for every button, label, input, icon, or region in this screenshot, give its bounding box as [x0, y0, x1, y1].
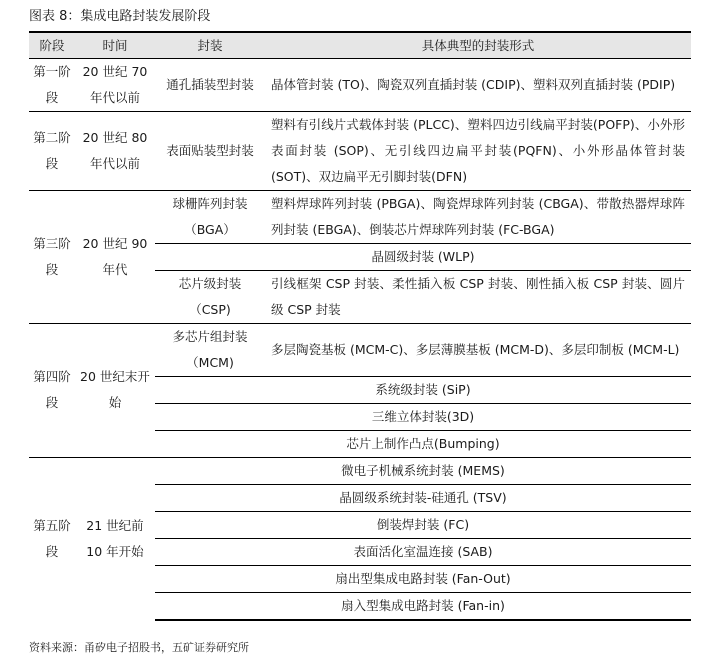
table-row	[29, 323, 691, 376]
header-time: 时间	[75, 32, 155, 58]
table-row	[29, 58, 691, 111]
time-cell: 20 世纪末开始	[75, 323, 155, 457]
table-row	[29, 111, 691, 190]
forms-cell: 表面活化室温连接 (SAB)	[155, 538, 691, 565]
header-package: 封装	[155, 32, 265, 58]
package-cell: 多芯片组封装（MCM)	[155, 323, 265, 376]
package-cell: 表面贴装型封装	[155, 111, 265, 190]
forms-cell: 塑料有引线片式载体封装 (PLCC)、塑料四边引线扁平封装(POFP)、小外形表面封装 (SOP)、无引线四边扁平封装(PQFN)、小外形晶体管封装 (SOT)、双边扁平无引脚封装(DFN)	[265, 111, 691, 190]
forms-cell: 扇出型集成电路封装 (Fan-Out)	[155, 565, 691, 592]
header-forms: 具体典型的封装形式	[265, 32, 691, 58]
forms-cell: 倒装焊封装 (FC)	[155, 511, 691, 538]
time-cell: 20 世纪 70 年代以前	[75, 58, 155, 111]
table-row	[29, 190, 691, 243]
forms-cell: 扇入型集成电路封装 (Fan-in)	[155, 592, 691, 620]
forms-cell: 塑料焊球阵列封装 (PBGA)、陶瓷焊球阵列封装 (CBGA)、带散热器焊球阵列封装 (EBGA)、倒装芯片焊球阵列封装 (FC-BGA)	[265, 190, 691, 243]
header-stage: 阶段	[29, 32, 75, 58]
stage-cell: 第四阶段	[29, 323, 75, 457]
forms-cell: 晶体管封装 (TO)、陶瓷双列直插封装 (CDIP)、塑料双列直插封装 (PDIP)	[265, 58, 691, 111]
forms-cell: 晶圆级系统封装-硅通孔 (TSV)	[155, 484, 691, 511]
package-cell: 球栅阵列封装（BGA）	[155, 190, 265, 243]
time-cell: 20 世纪 90 年代	[75, 190, 155, 323]
stage-cell: 第三阶段	[29, 190, 75, 323]
forms-cell: 引线框架 CSP 封装、柔性插入板 CSP 封装、刚性插入板 CSP 封装、圆片级 CSP 封装	[265, 270, 691, 323]
packaging-stages-table	[29, 31, 691, 621]
time-cell: 20 世纪 80 年代以前	[75, 111, 155, 190]
stage-cell: 第五阶段	[33, 517, 71, 559]
source-note: 资料来源：甬矽电子招股书，五矿证券研究所	[29, 641, 249, 654]
table-header-row	[29, 32, 691, 58]
stage-cell: 第一阶段	[29, 58, 75, 111]
figure-caption: 图表 8：集成电路封装发展阶段	[29, 9, 211, 24]
forms-cell: 系统级封装 (SiP)	[155, 376, 691, 403]
forms-cell: 微电子机械系统封装 (MEMS)	[155, 457, 691, 484]
stage-cell: 第二阶段	[29, 111, 75, 190]
time-cell: 21 世纪前 10 年开始	[86, 517, 144, 559]
package-cell: 通孔插装型封装	[155, 58, 265, 111]
package-cell: 芯片级封装（CSP)	[155, 270, 265, 323]
forms-cell: 多层陶瓷基板 (MCM-C)、多层薄膜基板 (MCM-D)、多层印制板 (MCM-L)	[265, 323, 691, 376]
forms-cell: 晶圆级封装 (WLP)	[155, 243, 691, 270]
table-row	[29, 457, 691, 484]
forms-cell: 芯片上制作凸点(Bumping)	[155, 430, 691, 457]
forms-cell: 三维立体封装(3D)	[155, 403, 691, 430]
